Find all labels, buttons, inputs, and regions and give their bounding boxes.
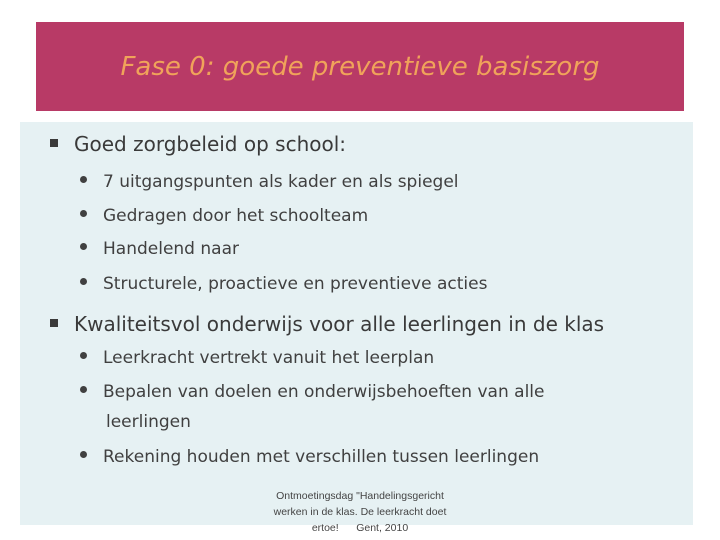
square-bullet-icon	[50, 139, 58, 147]
list-item: Rekening houden met verschillen tussen leerlingen	[80, 447, 539, 467]
square-bullet-icon	[50, 319, 58, 327]
title-bar	[36, 22, 684, 111]
list-item: 7 uitgangspunten als kader en als spiegel	[80, 172, 459, 192]
list-item: Leerkracht vertrekt vanuit het leerplan	[80, 348, 434, 368]
footer-line: Ontmoetingsdag "Handelingsgericht	[276, 490, 444, 502]
slide-footer	[255, 488, 465, 536]
list-item: Handelend naar	[80, 239, 239, 259]
section-heading-zorgbeleid: Goed zorgbeleid op school:	[50, 132, 346, 156]
bullet-icon	[80, 210, 87, 217]
bullet-icon	[80, 243, 87, 250]
list-item: Structurele, proactieve en preventieve acties	[80, 274, 487, 294]
list-item: Bepalen van doelen en onderwijsbehoeften van alle	[80, 382, 544, 402]
footer-line: werken in de klas. De leerkracht doet	[273, 506, 447, 518]
bullet-icon	[80, 451, 87, 458]
list-item: Gedragen door het schoolteam	[80, 206, 368, 226]
list-item-continuation: leerlingen	[106, 412, 191, 432]
bullet-icon	[80, 176, 87, 183]
section-heading-kwaliteitsvol: Kwaliteitsvol onderwijs voor alle leerlingen in de klas	[50, 312, 604, 336]
slide-title: Fase 0: goede preventieve basiszorg	[120, 51, 600, 82]
bullet-icon	[80, 278, 87, 285]
content-panel	[20, 122, 693, 525]
bullet-icon	[80, 352, 87, 359]
footer-line: ertoe! Gent, 2010	[311, 522, 409, 534]
bullet-icon	[80, 386, 87, 393]
